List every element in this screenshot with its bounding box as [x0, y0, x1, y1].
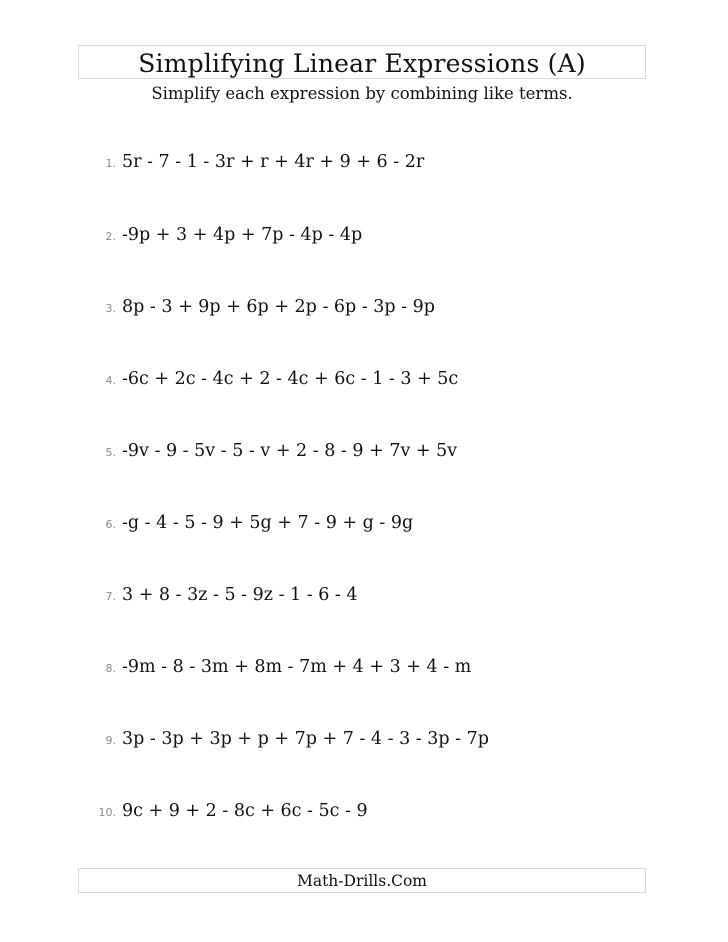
- problem-number: 5.: [105, 446, 116, 459]
- problem-number: 8.: [105, 662, 116, 675]
- title-box: [78, 45, 646, 79]
- problem-number: 4.: [105, 374, 116, 387]
- problem-expression: 5r - 7 - 1 - 3r + r + 4r + 9 + 6 - 2r: [122, 152, 425, 172]
- problem-1: [94, 152, 424, 176]
- problem-number: 9.: [105, 734, 116, 747]
- problem-expression: -9m - 8 - 3m + 8m - 7m + 4 + 3 + 4 - m: [122, 657, 472, 677]
- problem-9: [94, 729, 489, 753]
- problem-expression: -6c + 2c - 4c + 2 - 4c + 6c - 1 - 3 + 5c: [122, 369, 459, 389]
- problem-number: 6.: [105, 518, 116, 531]
- problem-number: 1.: [105, 157, 116, 170]
- problem-7: [94, 585, 358, 609]
- problem-2: [94, 225, 362, 249]
- problem-6: [94, 513, 413, 537]
- problem-expression: 8p - 3 + 9p + 6p + 2p - 6p - 3p - 9p: [122, 297, 436, 317]
- problem-3: [94, 297, 435, 321]
- problem-number: 7.: [105, 590, 116, 603]
- footer-text: Math-Drills.Com: [296, 871, 428, 890]
- footer-box: [78, 868, 646, 893]
- problem-number: 3.: [105, 302, 116, 315]
- problem-number: 2.: [105, 230, 116, 243]
- problem-expression: -9p + 3 + 4p + 7p - 4p - 4p: [122, 225, 363, 245]
- problem-expression: -9v - 9 - 5v - 5 - v + 2 - 8 - 9 + 7v + 5v: [122, 441, 458, 461]
- problem-expression: 3p - 3p + 3p + p + 7p + 7 - 4 - 3 - 3p - 7p: [122, 729, 489, 749]
- problem-expression: 9c + 9 + 2 - 8c + 6c - 5c - 9: [122, 801, 368, 821]
- problem-5: [94, 441, 457, 465]
- worksheet-title: Simplifying Linear Expressions (A): [138, 48, 586, 78]
- problem-expression: 3 + 8 - 3z - 5 - 9z - 1 - 6 - 4: [122, 585, 358, 605]
- instructions: Simplify each expression by combining like terms.: [151, 84, 573, 103]
- problem-8: [94, 657, 471, 681]
- problem-10: [94, 801, 368, 825]
- problem-expression: -g - 4 - 5 - 9 + 5g + 7 - 9 + g - 9g: [122, 513, 414, 533]
- problem-4: [94, 369, 458, 393]
- problem-number: 10.: [98, 806, 116, 819]
